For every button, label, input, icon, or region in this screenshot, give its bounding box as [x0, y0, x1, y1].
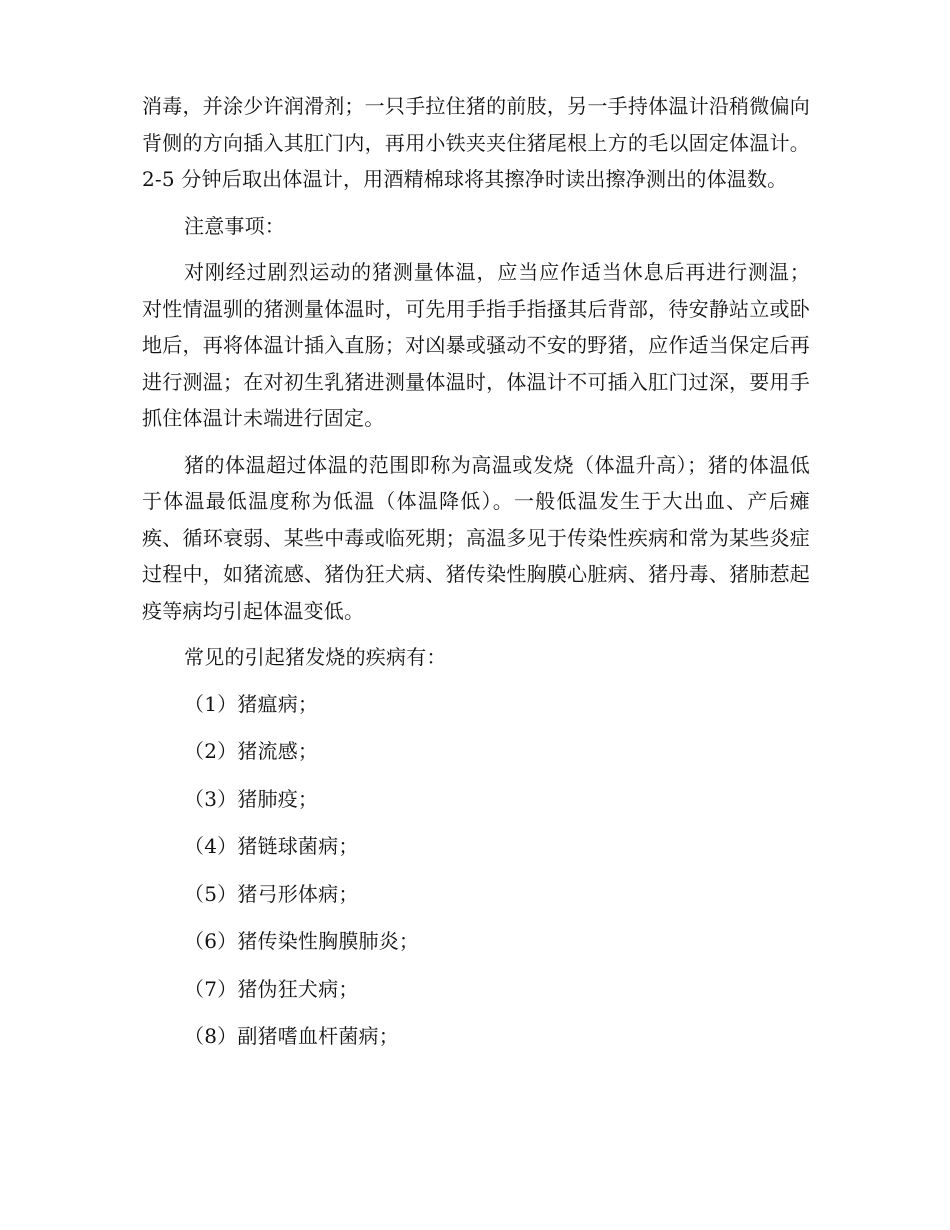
list-item: （7）猪伪狂犬病；	[184, 976, 359, 1001]
list-item: （8）副猪嗜血杆菌病；	[184, 1024, 399, 1048]
list-item: （6）猪传染性胸膜肺炎；	[184, 929, 420, 953]
list-item: （1）猪瘟病；	[184, 691, 319, 716]
paragraph-fever-definition: 猪的体温超过体温的范围即称为高温或发烧（体温升高）；猪的体温低于体温最低温度称为低温（体温降低）。一般低温发生于大出血、产后瘫痪、循环衰弱、某些中毒或临死期；高温多见于传染性疾病和常为某些炎症过程中，如猪流感、猪伪狂犬病、猪传染性胸膜心脏病、猪丹毒、猪肺惹起疫等病均引起体温变低。	[142, 452, 810, 623]
paragraph-fever-diseases-intro: 常见的引起猪发烧的疾病有：	[184, 645, 447, 669]
paragraph-precautions: 对刚经过剧烈运动的猪测量体温，应当应作适当休息后再进行测温；对性情温驯的猪测量体温时，可先用手指手指搔其后背部，待安静站立或卧地后，再将体温计插入直肠；对凶暴或骚动不安的野猪，应作适当保定后再进行测温；在对初生乳猪进测量体温时，体温计不可插入肛门过深，要用手抓住体温计未端进行固定。	[142, 260, 810, 430]
paragraph-thermometer-procedure: 消毒，并涂少许润滑剂；一只手拉住猪的前肢，另一手持体温计沿稍微偏向背侧的方向插入其肛门内，再用小铁夹夹住猪尾根上方的毛以固定体温计。2-5 分钟后取出体温计，用酒精棉球将其擦净时读出擦净测出的体温数。	[142, 94, 810, 191]
list-item: （3）猪肺疫；	[184, 786, 319, 811]
heading-precautions: 注意事项：	[184, 213, 285, 238]
document-body	[142, 88, 810, 1066]
list-item: （4）猪链球菌病；	[184, 834, 359, 858]
list-item: （2）猪流感；	[184, 739, 319, 763]
list-item: （5）猪弓形体病；	[184, 881, 359, 906]
fever-disease-list	[142, 686, 810, 1055]
